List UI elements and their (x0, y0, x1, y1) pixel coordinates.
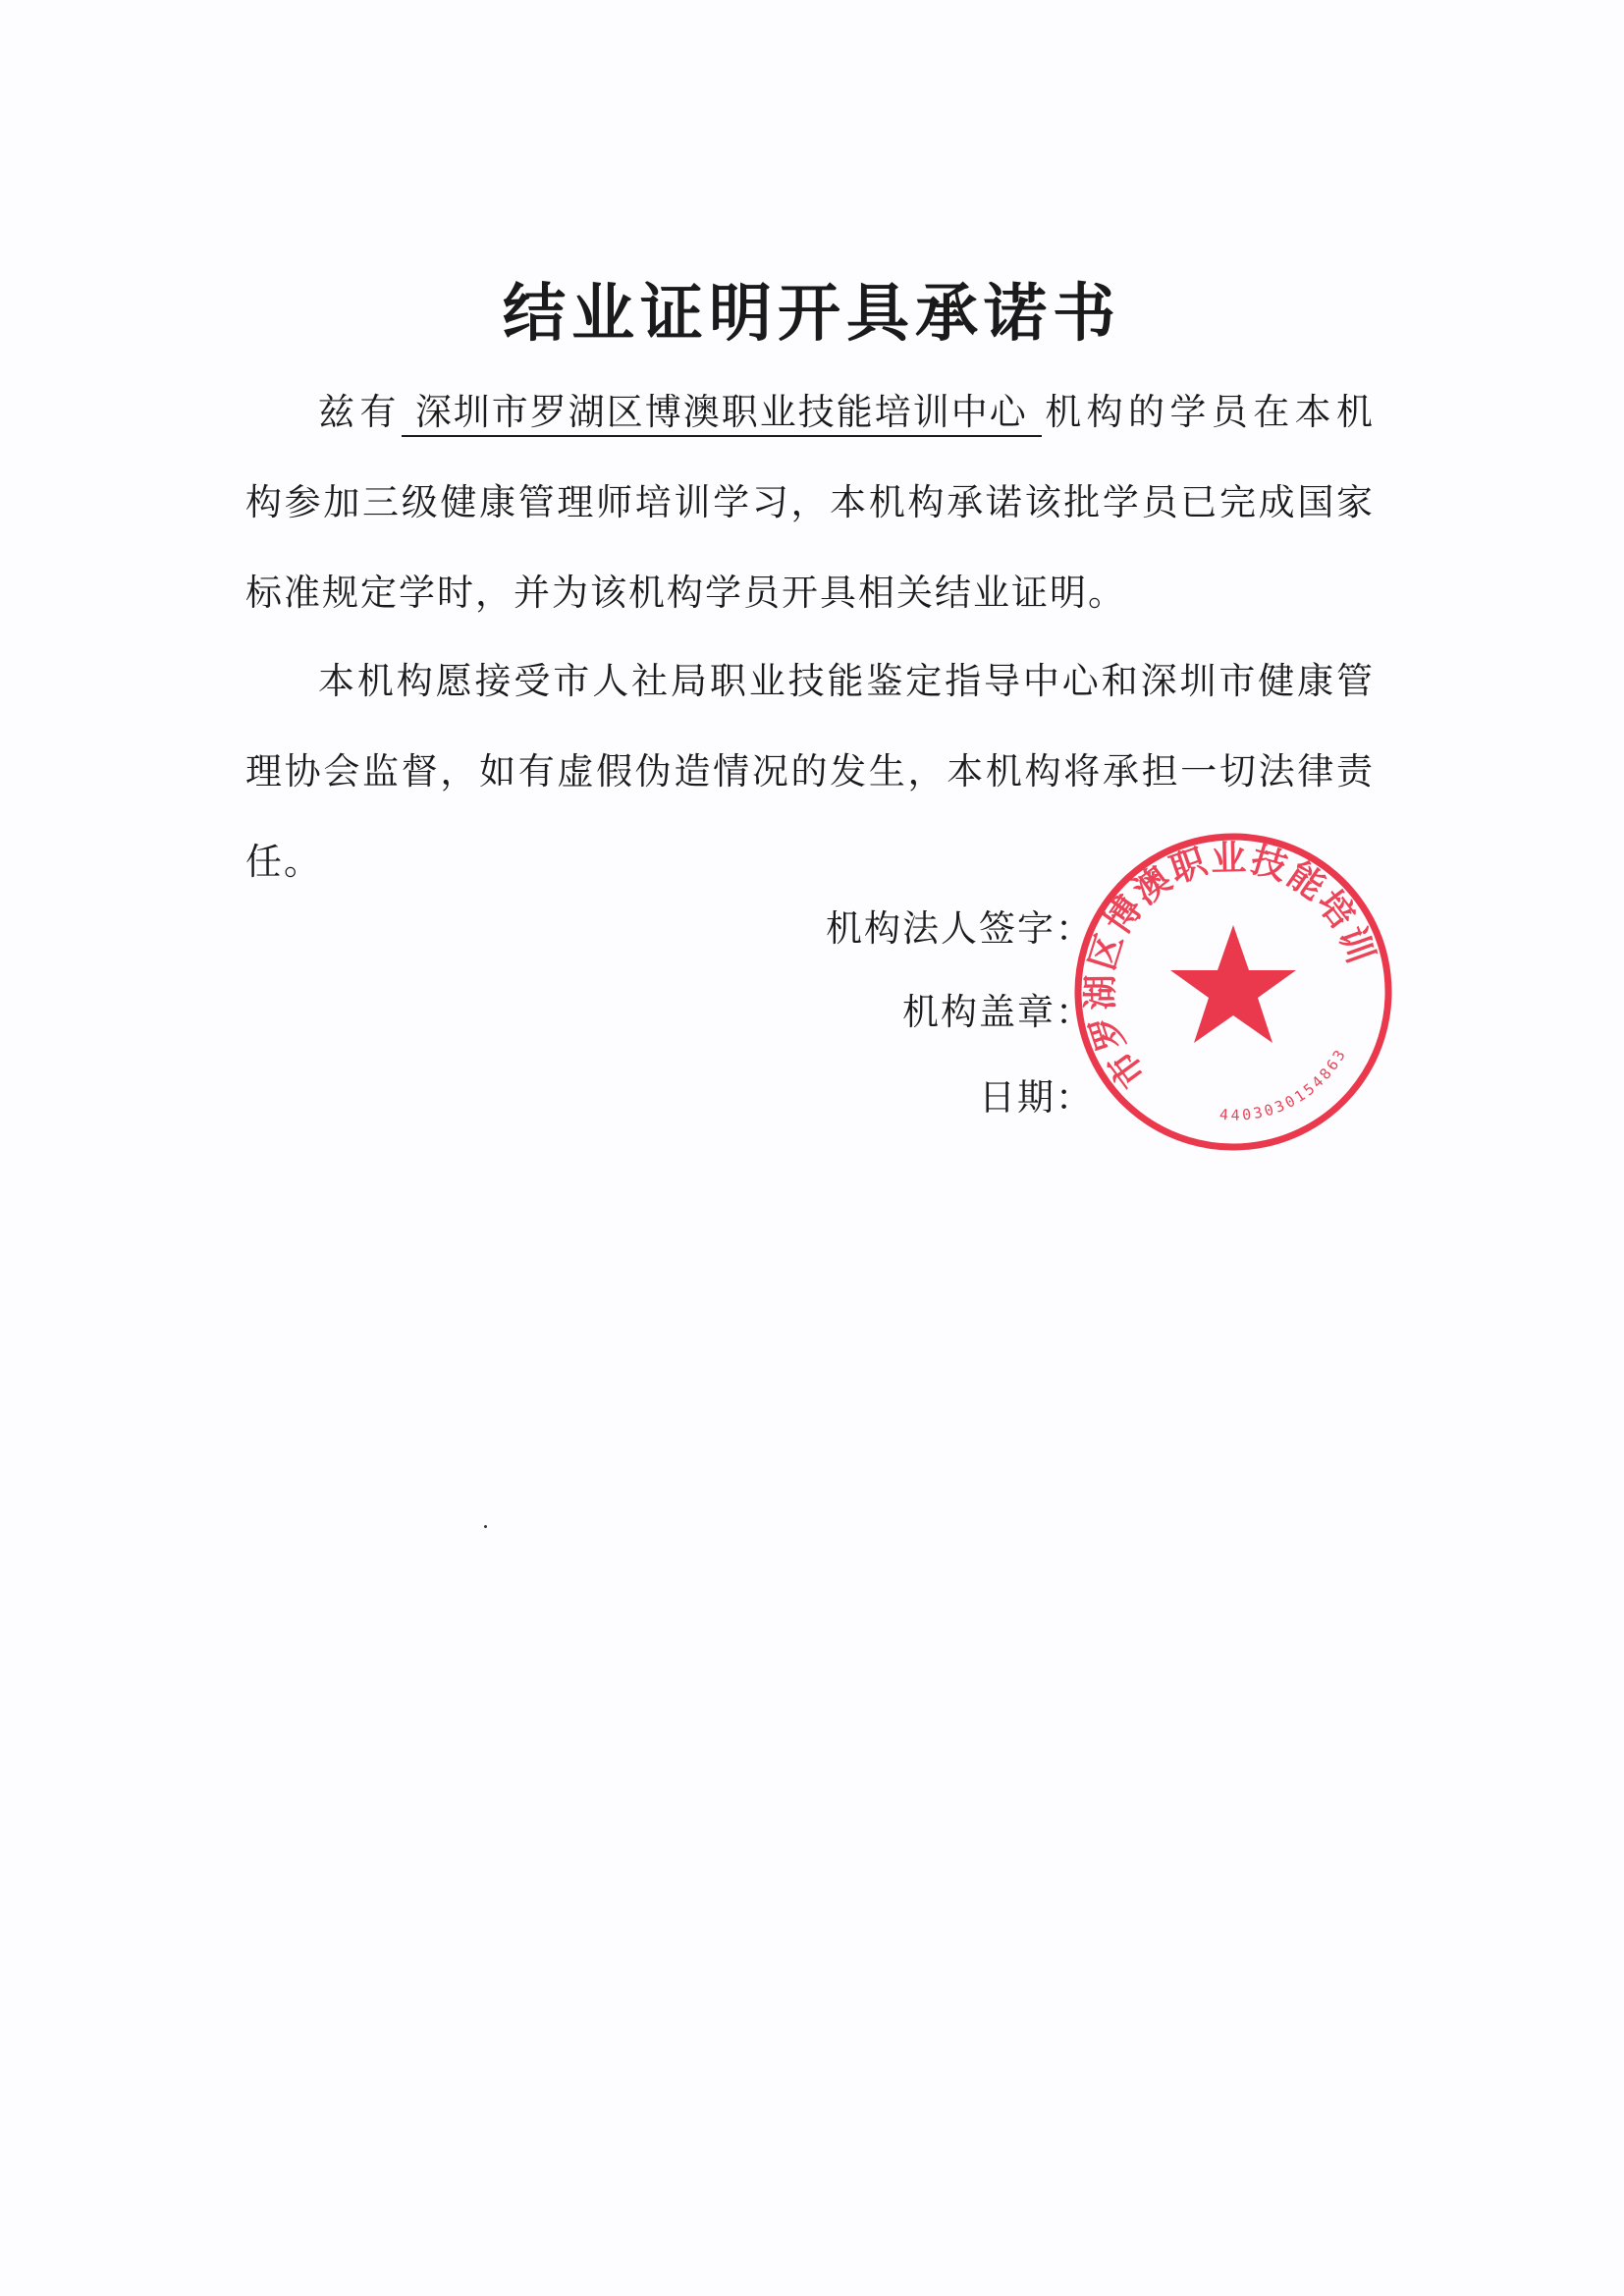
paragraph-commitment (245, 367, 1375, 638)
document-title: 结业证明开具承诺书 (503, 278, 1121, 351)
legal-rep-signature-label: 机构法人签字： (826, 907, 1094, 950)
institution-name-field: 深圳市罗湖区博澳职业技能培训中心 (402, 390, 1042, 437)
seal-number: 4403030154863 (1218, 1044, 1351, 1124)
official-seal (1066, 825, 1400, 1159)
seal-star-icon (1170, 925, 1296, 1043)
scan-speck (484, 1525, 487, 1528)
paragraph-suffix: 机构的学员在本机构参加三级健康管理师培训学习，本机构承诺该批学员已完成国家标准规定学时，并为该机构学员开具相关结业证明。 (245, 391, 1376, 614)
paragraph-prefix: 兹有 (318, 391, 402, 433)
date-label: 日期： (979, 1076, 1094, 1119)
seal-label: 机构盖章： (902, 991, 1094, 1033)
paragraph-liability: 本机构愿接受市人社局职业技能鉴定指导中心和深圳市健康管理协会监督，如有虚假伪造情况的发生，本机构将承担一切法律责任。 (245, 660, 1375, 883)
seal-text: 深圳市罗湖区博澳职业技能培训中心 (1080, 838, 1381, 1095)
